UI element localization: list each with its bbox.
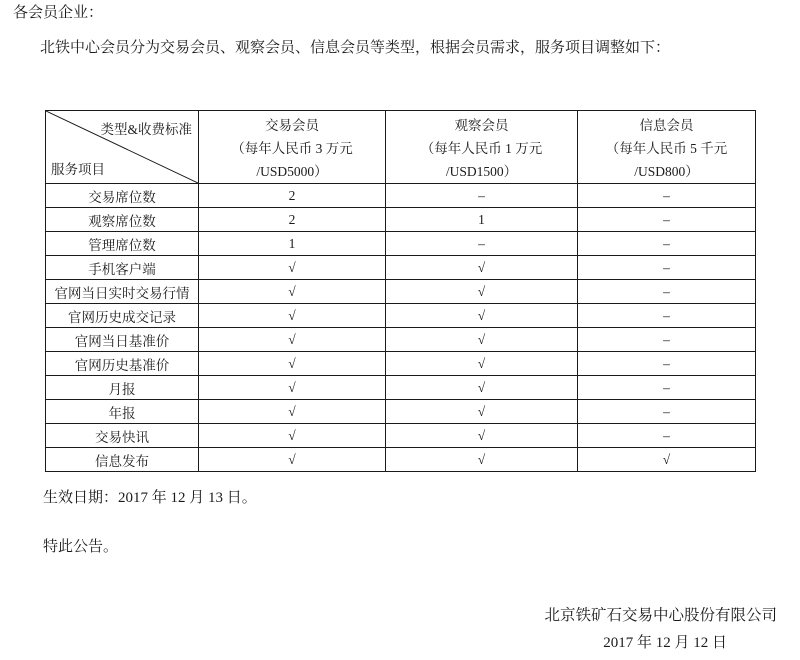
service-value: √ — [199, 280, 386, 304]
service-row — [46, 424, 756, 448]
service-value: – — [578, 328, 756, 352]
service-value: – — [578, 256, 756, 280]
service-label: 月报 — [46, 376, 199, 400]
service-value: √ — [386, 400, 578, 424]
service-value: √ — [199, 328, 386, 352]
service-value: √ — [199, 424, 386, 448]
service-label: 官网当日实时交易行情 — [46, 280, 199, 304]
service-value: √ — [199, 448, 386, 472]
service-row — [46, 376, 756, 400]
column-header-information-member — [578, 111, 756, 184]
column-header-trading-member — [199, 111, 386, 184]
service-value: √ — [386, 376, 578, 400]
service-value: – — [578, 304, 756, 328]
corner-header-cell — [46, 111, 199, 184]
service-label: 信息发布 — [46, 448, 199, 472]
corner-label-type-fee: 类型&收费标准 — [100, 122, 192, 137]
service-value: – — [578, 208, 756, 232]
signature-company: 北京铁矿石交易中心股份有限公司 — [544, 607, 777, 624]
member-type-title: 信息会员 — [639, 118, 694, 133]
service-row — [46, 208, 756, 232]
service-value: √ — [386, 424, 578, 448]
service-value: – — [386, 184, 578, 208]
service-value: 1 — [199, 232, 386, 256]
member-type-title: 交易会员 — [265, 118, 319, 133]
service-value: √ — [199, 256, 386, 280]
service-row — [46, 280, 756, 304]
service-label: 交易席位数 — [46, 184, 199, 208]
fee-table-header-row — [46, 111, 756, 184]
service-value: – — [578, 232, 756, 256]
service-value: √ — [386, 256, 578, 280]
service-label: 年报 — [46, 400, 199, 424]
column-header-observer-member — [386, 111, 578, 184]
salutation: 各会员企业： — [13, 5, 104, 21]
service-row — [46, 400, 756, 424]
service-value: – — [578, 280, 756, 304]
service-row — [46, 232, 756, 256]
member-fee-line2: /USD800） — [634, 164, 699, 179]
membership-fee-table — [45, 110, 756, 472]
service-row — [46, 184, 756, 208]
service-value: – — [578, 352, 756, 376]
service-label: 观察席位数 — [46, 208, 199, 232]
service-label: 官网历史基准价 — [46, 352, 199, 376]
service-value: √ — [199, 376, 386, 400]
service-value: √ — [199, 352, 386, 376]
service-value: – — [578, 184, 756, 208]
service-value: – — [386, 232, 578, 256]
service-row — [46, 328, 756, 352]
closing-note: 特此公告。 — [43, 539, 119, 555]
service-row — [46, 304, 756, 328]
service-value: √ — [199, 400, 386, 424]
service-label: 手机客户端 — [46, 256, 199, 280]
member-fee-line2: /USD5000） — [256, 164, 328, 179]
service-label: 官网历史成交记录 — [46, 304, 199, 328]
service-row — [46, 256, 756, 280]
effective-date: 生效日期：2017 年 12 月 13 日。 — [43, 490, 257, 506]
member-fee-line1: （每年人民币 5 千元 — [605, 141, 728, 156]
corner-label-service: 服务项目 — [51, 162, 105, 177]
member-type-title: 观察会员 — [454, 118, 509, 133]
service-value: √ — [199, 304, 386, 328]
service-label: 交易快讯 — [46, 424, 199, 448]
service-value: √ — [386, 448, 578, 472]
service-value: 2 — [199, 184, 386, 208]
service-value: √ — [386, 280, 578, 304]
service-row — [46, 448, 756, 472]
service-label: 管理席位数 — [46, 232, 199, 256]
service-value: 2 — [199, 208, 386, 232]
member-fee-line1: （每年人民币 3 万元 — [231, 141, 353, 156]
member-fee-line1: （每年人民币 1 万元 — [420, 141, 543, 156]
intro-paragraph: 北铁中心会员分为交易会员、观察会员、信息会员等类型，根据会员需求，服务项目调整如下： — [40, 40, 671, 56]
service-value: √ — [386, 328, 578, 352]
service-value: – — [578, 400, 756, 424]
signature-date: 2017 年 12 月 12 日 — [603, 635, 727, 651]
service-value: – — [578, 424, 756, 448]
service-row — [46, 352, 756, 376]
service-value: √ — [578, 448, 756, 472]
service-value: – — [578, 376, 756, 400]
service-label: 官网当日基准价 — [46, 328, 199, 352]
fee-table-body — [46, 184, 756, 472]
member-fee-line2: /USD1500） — [445, 164, 518, 179]
service-value: √ — [386, 304, 578, 328]
service-value: 1 — [386, 208, 578, 232]
service-value: √ — [386, 352, 578, 376]
